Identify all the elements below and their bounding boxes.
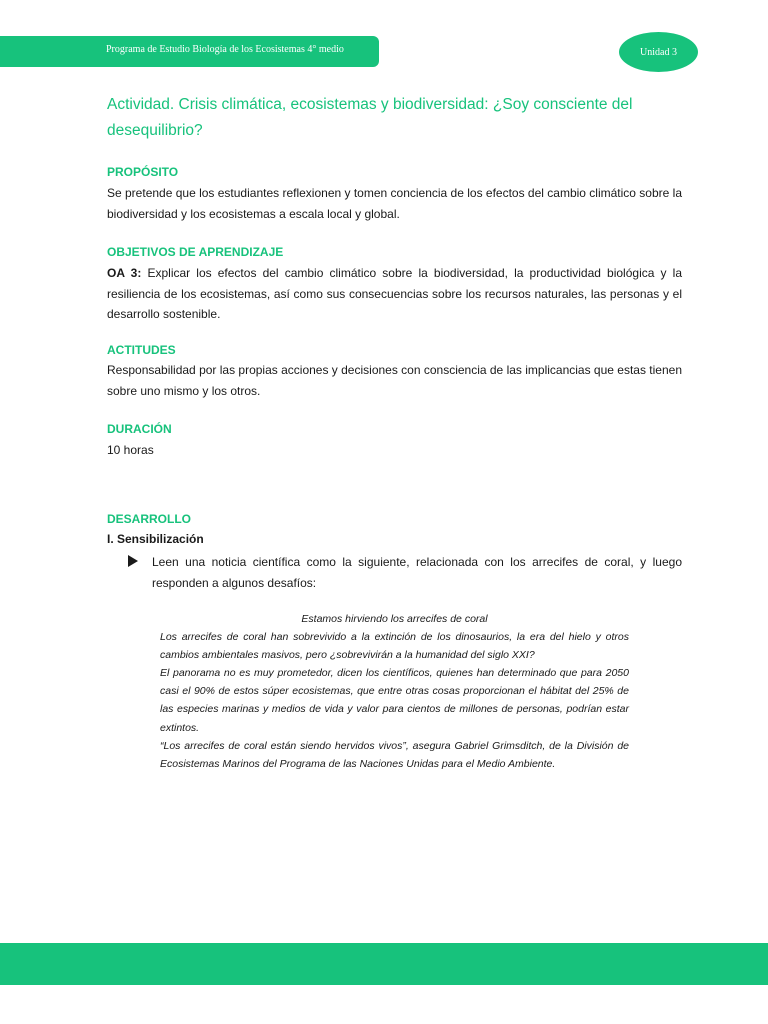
news-quote — [160, 610, 629, 773]
actitudes-heading: ACTITUDES — [107, 343, 176, 357]
actitudes-text: Responsabilidad por las propias acciones y decisiones con consciencia de las implicancias que estas tienen sobre uno mismo y los otros. — [107, 363, 682, 398]
bullet-item — [128, 552, 682, 593]
program-title: Programa de Estudio Biología de los Ecosistemas 4° medio — [106, 44, 344, 55]
objetivos-body: Explicar los efectos del cambio climático sobre la biodiversidad, la productividad biológica y la resiliencia de los ecosistemas, así como sus consecuencias sobre los recursos naturales, las personas y el desarrollo sostenible. — [107, 266, 682, 321]
proposito-text — [107, 183, 682, 224]
sensibilizacion-subheading: I. Sensibilización — [107, 532, 204, 546]
footer-bar — [0, 943, 768, 985]
duracion-heading: DURACIÓN — [107, 422, 172, 436]
unit-label: Unidad 3 — [640, 46, 677, 58]
quote-paragraph: “Los arrecifes de coral están siendo hervidos vivos”, asegura Gabriel Grimsditch, de la División de Ecosistemas Marinos del Programa de las Naciones Unidas para el Medio Ambiente. — [160, 739, 629, 770]
objetivos-text — [107, 263, 682, 325]
bullet-text: Leen una noticia científica como la siguiente, relacionada con los arrecifes de coral, y luego responden a algunos desafíos: — [152, 555, 682, 590]
quote-paragraph: Los arrecifes de coral han sobrevivido a la extinción de los dinosaurios, la era del hielo y otros cambios ambientales masivos, pero ¿sobrevivirán a la humanidad del siglo XXI? — [160, 631, 629, 662]
oa-code: OA 3: — [107, 266, 142, 280]
proposito-heading: PROPÓSITO — [107, 165, 179, 179]
duracion-text: 10 horas — [107, 443, 154, 457]
desarrollo-heading: DESARROLLO — [107, 512, 191, 526]
quote-title: Estamos hirviendo los arrecifes de coral — [301, 613, 488, 625]
activity-title: Actividad. Crisis climática, ecosistemas y biodiversidad: ¿Soy consciente del desequilibrio? — [107, 96, 633, 139]
arrow-bullet-icon — [128, 555, 138, 567]
unit-badge — [619, 32, 698, 72]
objetivos-heading: OBJETIVOS DE APRENDIZAJE — [107, 245, 284, 259]
quote-paragraph: El panorama no es muy prometedor, dicen los científicos, quienes han determinado que para 2050 casi el 90% de estos súper ecosistemas, que entre otras cosas proporcionan el hábitat del 25% de las especies marinas y medios de vida y valor para cientos de millones de personas, podrían estar extintos. — [160, 667, 629, 734]
proposito-body: Se pretende que los estudiantes reflexionen y tomen conciencia de los efectos del cambio climático sobre la biodiversidad y los ecosistemas a escala local y global. — [107, 186, 682, 221]
